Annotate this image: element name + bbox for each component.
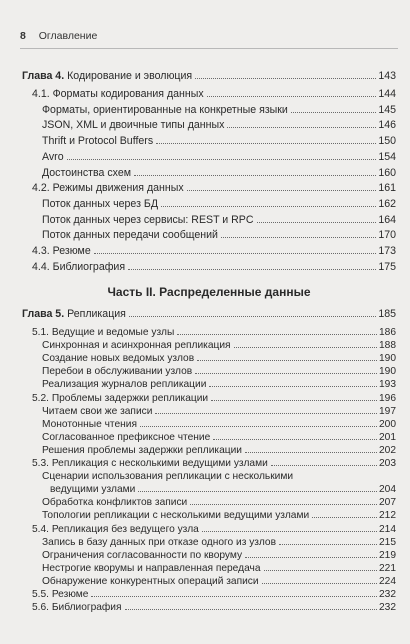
dot-leader (138, 483, 377, 492)
toc-subsection[interactable] (22, 352, 396, 365)
entry-title: JSON, XML и двоичные типы данных (42, 119, 225, 131)
entry-title: Достоинства схем (42, 167, 132, 179)
dot-leader (312, 509, 377, 518)
toc-subsection[interactable] (22, 444, 396, 457)
toc-section[interactable] (22, 182, 396, 195)
dot-leader (209, 378, 377, 387)
entry-title: Поток данных через сервисы: REST и RPC (42, 214, 254, 226)
page-number: 8 (20, 30, 26, 42)
page-ref: 196 (379, 392, 396, 404)
toc-subsection[interactable] (22, 135, 396, 148)
entry-title: 4.4. Библиография (32, 261, 126, 273)
entry-title-continued: ведущими узлами (50, 484, 136, 496)
header-rule (20, 48, 398, 49)
page-ref: 201 (379, 431, 396, 443)
toc-subsection[interactable] (22, 339, 396, 352)
entry-title: 5.6. Библиография (32, 602, 122, 614)
toc-subsection[interactable] (22, 214, 396, 227)
page-ref: 188 (379, 340, 396, 352)
entry-title: 5.5. Резюме (32, 589, 89, 600)
page-ref: 146 (378, 119, 396, 131)
toc-subsection[interactable] (22, 198, 396, 211)
entry-title: Синхронная и асинхронная репликация (42, 340, 231, 352)
dot-leader (221, 229, 376, 238)
entry-title: Обнаружение конкурентных операций записи (42, 575, 259, 587)
entry-title: Решения проблемы задержки репликации (42, 444, 242, 456)
toc-subsection[interactable] (22, 365, 396, 378)
dot-leader (195, 70, 376, 79)
page-ref: 200 (379, 418, 396, 430)
dot-leader (197, 352, 377, 361)
entry-title: Перебои в обслуживании узлов (42, 366, 193, 378)
entry-title: 5.1. Ведущие и ведомые узлы (32, 327, 175, 338)
page-ref: 202 (379, 444, 396, 456)
page-ref: 190 (379, 353, 396, 365)
dot-leader (125, 601, 377, 610)
dot-leader (67, 151, 377, 160)
dot-leader (213, 431, 377, 440)
toc-chapter-4[interactable] (22, 70, 396, 83)
page-ref: 154 (378, 151, 396, 163)
toc-subsection-line1[interactable]: Сценарии использования репликации с несколькими (42, 471, 294, 483)
page-ref: 215 (379, 536, 396, 548)
dot-leader (156, 135, 376, 144)
dot-leader (129, 308, 376, 317)
page-ref: 185 (378, 308, 396, 320)
dot-leader (227, 119, 376, 128)
toc-subsection[interactable] (22, 167, 396, 180)
entry-title: Поток данных через БД (42, 198, 158, 210)
dot-leader (140, 418, 377, 427)
entry-title: 4.2. Режимы движения данных (32, 182, 184, 194)
toc-subsection[interactable] (22, 151, 396, 164)
dot-leader (190, 496, 377, 505)
dot-leader (155, 405, 377, 414)
toc-subsection[interactable] (22, 483, 396, 496)
dot-leader (187, 182, 377, 191)
dot-leader (264, 562, 378, 571)
toc-subsection[interactable] (22, 536, 396, 549)
part-heading: Часть II. Распределенные данные (107, 285, 311, 299)
page-ref: 143 (378, 70, 396, 82)
running-header (20, 30, 97, 42)
toc-chapter-5[interactable] (22, 308, 396, 321)
chapter-label: Глава 5. (22, 308, 65, 320)
dot-leader (279, 536, 377, 545)
page-ref: 221 (379, 562, 396, 574)
dot-leader (262, 575, 377, 584)
page-ref: 145 (378, 104, 396, 116)
page-ref: 207 (379, 497, 396, 509)
page-ref: 160 (378, 167, 396, 179)
entry-title: Запись в базу данных при отказе одного из узлов (42, 536, 276, 548)
entry-title: Ограничения согласованности по кворуму (42, 549, 243, 561)
dot-leader (202, 523, 377, 532)
dot-leader (271, 457, 377, 466)
entry-title: 4.1. Форматы кодирования данных (32, 88, 204, 100)
dot-leader (177, 326, 377, 335)
page-ref: 193 (379, 379, 396, 391)
toc-subsection[interactable] (22, 431, 396, 444)
page-ref: 162 (378, 198, 396, 210)
page-ref: 161 (378, 182, 396, 194)
page-ref: 190 (379, 366, 396, 378)
dot-leader (91, 588, 377, 597)
toc-section[interactable] (22, 601, 396, 614)
dot-leader (257, 214, 377, 223)
toc-section[interactable] (22, 245, 396, 258)
dot-leader (128, 261, 376, 270)
toc-subsection[interactable] (22, 509, 396, 522)
entry-title: 4.3. Резюме (32, 245, 91, 257)
toc-subsection[interactable] (22, 496, 396, 509)
page-ref: 197 (379, 405, 396, 417)
toc-subsection[interactable] (22, 405, 396, 418)
entry-title: Реализация журналов репликации (42, 379, 207, 391)
entry-title: Читаем свои же записи (42, 405, 153, 417)
page-ref: 150 (378, 135, 396, 147)
toc-subsection[interactable] (22, 229, 396, 242)
entry-title: Avro (42, 151, 64, 163)
toc-section[interactable] (22, 326, 396, 339)
entry-title: Thrift и Protocol Buffers (42, 135, 154, 147)
page-ref: 219 (379, 549, 396, 561)
entry-title: Обработка конфликтов записи (42, 497, 188, 509)
page-ref: 170 (378, 229, 396, 241)
toc-section[interactable] (22, 88, 396, 101)
page-ref: 214 (379, 523, 396, 535)
page-ref: 232 (379, 589, 396, 600)
entry-title: Создание новых ведомых узлов (42, 353, 195, 365)
toc-section[interactable] (22, 261, 396, 274)
toc-section[interactable] (22, 457, 396, 470)
toc-subsection[interactable] (22, 119, 396, 132)
page-ref: 224 (379, 575, 396, 587)
toc-subsection[interactable] (22, 562, 396, 575)
dot-leader (161, 198, 376, 207)
entry-title: 5.3. Репликация с несколькими ведущими узлами (32, 458, 268, 469)
toc-subsection[interactable] (22, 575, 396, 588)
toc-section[interactable] (22, 392, 396, 405)
page-ref: 186 (379, 327, 396, 338)
dot-leader (211, 392, 377, 401)
page-ref: 173 (378, 245, 396, 257)
chapter-title: Репликация (67, 308, 126, 320)
entry-title: Форматы, ориентированные на конкретные языки (42, 104, 288, 116)
header-title: Оглавление (38, 30, 98, 42)
chapter-label: Глава 4. (22, 70, 65, 82)
entry-title: Нестрогие кворумы и направленная передача (42, 562, 261, 574)
page-ref: 164 (378, 214, 396, 226)
dot-leader (245, 549, 377, 558)
page-ref: 144 (378, 88, 396, 100)
entry-title: 5.2. Проблемы задержки репликации (32, 392, 209, 404)
chapter-title: Кодирование и эволюция (67, 70, 193, 82)
toc-subsection[interactable] (22, 549, 396, 562)
dot-leader (94, 245, 377, 254)
dot-leader (134, 167, 376, 176)
dot-leader (195, 365, 377, 374)
page-ref: 204 (379, 484, 396, 496)
page-ref: 232 (379, 602, 396, 614)
entry-title: Монотонные чтения (42, 418, 137, 430)
page-ref: 203 (379, 458, 396, 469)
toc-subsection[interactable] (22, 104, 396, 117)
page-ref: 212 (379, 510, 396, 522)
entry-title: Топологии репликации с несколькими ведущими узлами (42, 510, 310, 522)
toc-section[interactable] (22, 588, 396, 601)
toc-subsection[interactable] (22, 418, 396, 431)
toc-section[interactable] (22, 523, 396, 536)
toc-subsection[interactable] (22, 378, 396, 391)
dot-leader (234, 339, 377, 348)
dot-leader (245, 444, 377, 453)
entry-title: 5.4. Репликация без ведущего узла (32, 523, 199, 535)
dot-leader (291, 104, 376, 113)
entry-title: Поток данных передачи сообщений (42, 229, 218, 241)
dot-leader (207, 88, 377, 97)
entry-title: Согласованное префиксное чтение (42, 431, 211, 443)
page-ref: 175 (378, 261, 396, 273)
